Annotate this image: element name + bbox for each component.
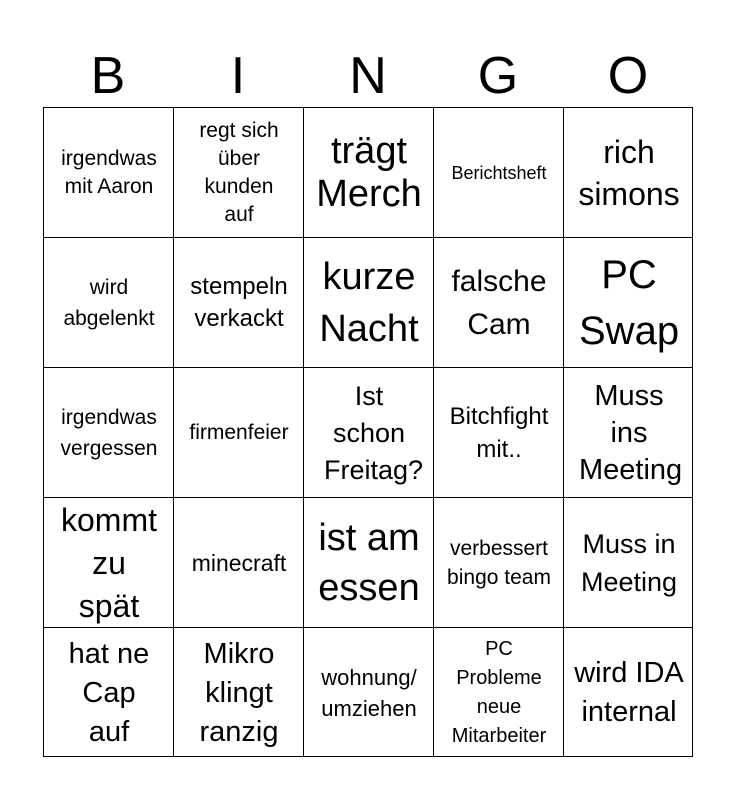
bingo-cell[interactable] (564, 368, 694, 498)
bingo-cell[interactable] (44, 498, 174, 628)
grid-line (44, 367, 692, 368)
bingo-cell[interactable] (564, 108, 694, 238)
bingo-cell[interactable] (44, 108, 174, 238)
cell-text: Mikro klingt ranzig (199, 637, 279, 748)
bingo-cell[interactable] (434, 498, 564, 628)
header-letter-b: B (90, 47, 126, 105)
cell-text: rich simons (578, 134, 680, 212)
bingo-cell[interactable] (564, 238, 694, 368)
bingo-cell[interactable] (44, 628, 174, 758)
cell-text: kommt zu spät (61, 501, 157, 624)
bingo-cell[interactable] (174, 108, 304, 238)
cell-text: Ist schon Freitag? (324, 380, 424, 485)
cell-text: regt sich über kunden auf (199, 119, 279, 226)
cell-text: wird IDA internal (574, 657, 684, 728)
cell-text: irgendwas mit Aaron (61, 147, 157, 198)
bingo-cell[interactable] (434, 108, 564, 238)
grid-line (433, 108, 434, 756)
cell-text: PC Swap (579, 253, 680, 353)
cell-text: PC Probleme neue Mitarbeiter (451, 638, 547, 747)
bingo-cell[interactable] (304, 368, 434, 498)
bingo-cell[interactable] (434, 368, 564, 498)
bingo-cell[interactable] (44, 238, 174, 368)
bingo-cell[interactable] (304, 108, 434, 238)
cell-text: trägt Merch (316, 130, 422, 215)
cell-text: wohnung/ umziehen (321, 665, 417, 721)
bingo-cell[interactable] (304, 628, 434, 758)
bingo-cell[interactable] (44, 368, 174, 498)
grid-line (44, 497, 692, 498)
cell-text: Berichtsheft (451, 163, 547, 183)
cell-text: minecraft (191, 550, 287, 576)
bingo-header (43, 44, 693, 108)
header-letter-g: G (477, 47, 519, 105)
cell-text: Muss in Meeting (580, 529, 678, 597)
grid-line (44, 627, 692, 628)
bingo-cell[interactable] (304, 498, 434, 628)
grid-line (173, 108, 174, 756)
header-letter-o: O (607, 47, 649, 105)
bingo-cell[interactable] (434, 238, 564, 368)
bingo-cell[interactable] (174, 628, 304, 758)
bingo-cell[interactable] (174, 238, 304, 368)
grid-line (563, 108, 564, 756)
cell-text: ist am essen (318, 517, 420, 609)
cell-text: falsche Cam (451, 265, 547, 341)
bingo-cell[interactable] (304, 238, 434, 368)
cell-text: wird abgelenkt (63, 276, 155, 330)
bingo-board (43, 107, 693, 757)
bingo-cell[interactable] (564, 628, 694, 758)
cell-text: verbessert bingo team (447, 537, 551, 589)
cell-text: Bitchfight mit.. (449, 403, 549, 463)
cell-text: irgendwas vergessen (60, 406, 158, 460)
bingo-cell[interactable] (434, 628, 564, 758)
grid-line (44, 237, 692, 238)
header-letter-n: N (349, 47, 387, 105)
cell-text: firmenfeier (189, 421, 289, 444)
header-letter-i: I (230, 47, 246, 105)
bingo-cell[interactable] (174, 368, 304, 498)
bingo-cell[interactable] (564, 498, 694, 628)
cell-text: stempeln verkackt (190, 273, 288, 332)
grid-line (303, 108, 304, 756)
cell-text: kurze Nacht (319, 256, 419, 350)
cell-text: hat ne Cap auf (68, 637, 150, 748)
bingo-cell[interactable] (174, 498, 304, 628)
cell-text: Muss ins Meeting (579, 379, 683, 486)
